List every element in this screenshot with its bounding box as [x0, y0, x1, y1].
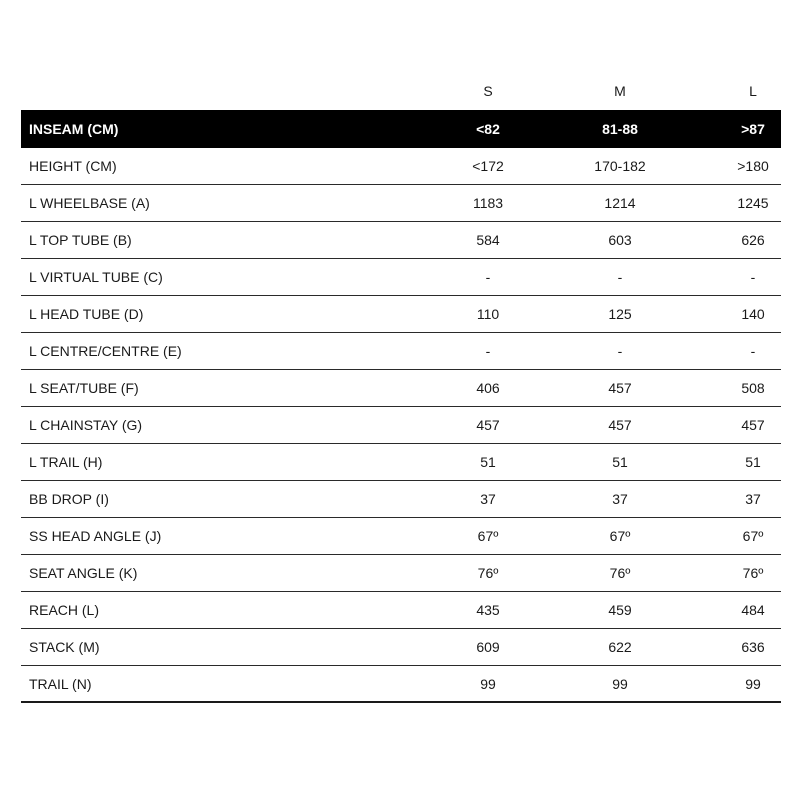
geometry-table	[21, 72, 781, 703]
row-label: TRAIL (N)	[29, 675, 92, 692]
row-label: L TOP TUBE (B)	[29, 232, 132, 248]
table-row: L CENTRE/CENTRE (E) - - -	[21, 333, 781, 370]
row-label: BB DROP (I)	[29, 491, 109, 507]
inseam-label: INSEAM (CM)	[29, 120, 119, 137]
table-row: L SEAT/TUBE (F) 406 457 508	[21, 370, 781, 407]
table-row: L WHEELBASE (A) 1183 1214 1245	[21, 185, 781, 222]
table-row: L TRAIL (H) 51 51 51	[21, 444, 781, 481]
row-label: STACK (M)	[29, 639, 100, 655]
row-label: L CHAINSTAY (G)	[29, 417, 143, 433]
table-body	[21, 148, 781, 703]
row-label: L VIRTUAL TUBE (C)	[29, 269, 163, 285]
inseam-header-row: INSEAM (CM) <82 81-88 >87	[21, 110, 781, 148]
table-row: STACK (M) 609 622 636	[21, 629, 781, 666]
table-row: L HEAD TUBE (D) 110 125 140	[21, 296, 781, 333]
table-row: REACH (L) 435 459 484	[21, 592, 781, 629]
row-label: HEIGHT (CM)	[29, 158, 117, 174]
table-row: TRAIL (N) 99 99 99	[21, 666, 781, 703]
table-row: HEIGHT (CM) <172 170-182 >180	[21, 148, 781, 185]
row-label: L SEAT/TUBE (F)	[29, 380, 139, 396]
row-label: REACH (L)	[29, 602, 100, 618]
row-label: L WHEELBASE (A)	[29, 195, 150, 211]
table-row: L VIRTUAL TUBE (C) - - -	[21, 259, 781, 296]
row-label: L CENTRE/CENTRE (E)	[29, 343, 182, 359]
row-label: SEAT ANGLE (K)	[29, 565, 138, 581]
table-row: L CHAINSTAY (G) 457 457 457	[21, 407, 781, 444]
row-label: SS HEAD ANGLE (J)	[29, 528, 162, 544]
table-row: SEAT ANGLE (K) 76º 76º 76º	[21, 555, 781, 592]
table-row: BB DROP (I) 37 37 37	[21, 481, 781, 518]
row-label: L TRAIL (H)	[29, 454, 103, 470]
table-row: L TOP TUBE (B) 584 603 626	[21, 222, 781, 259]
table-row: SS HEAD ANGLE (J) 67º 67º 67º	[21, 518, 781, 555]
size-header-row: S M L	[483, 83, 757, 99]
row-label: L HEAD TUBE (D)	[29, 306, 144, 322]
